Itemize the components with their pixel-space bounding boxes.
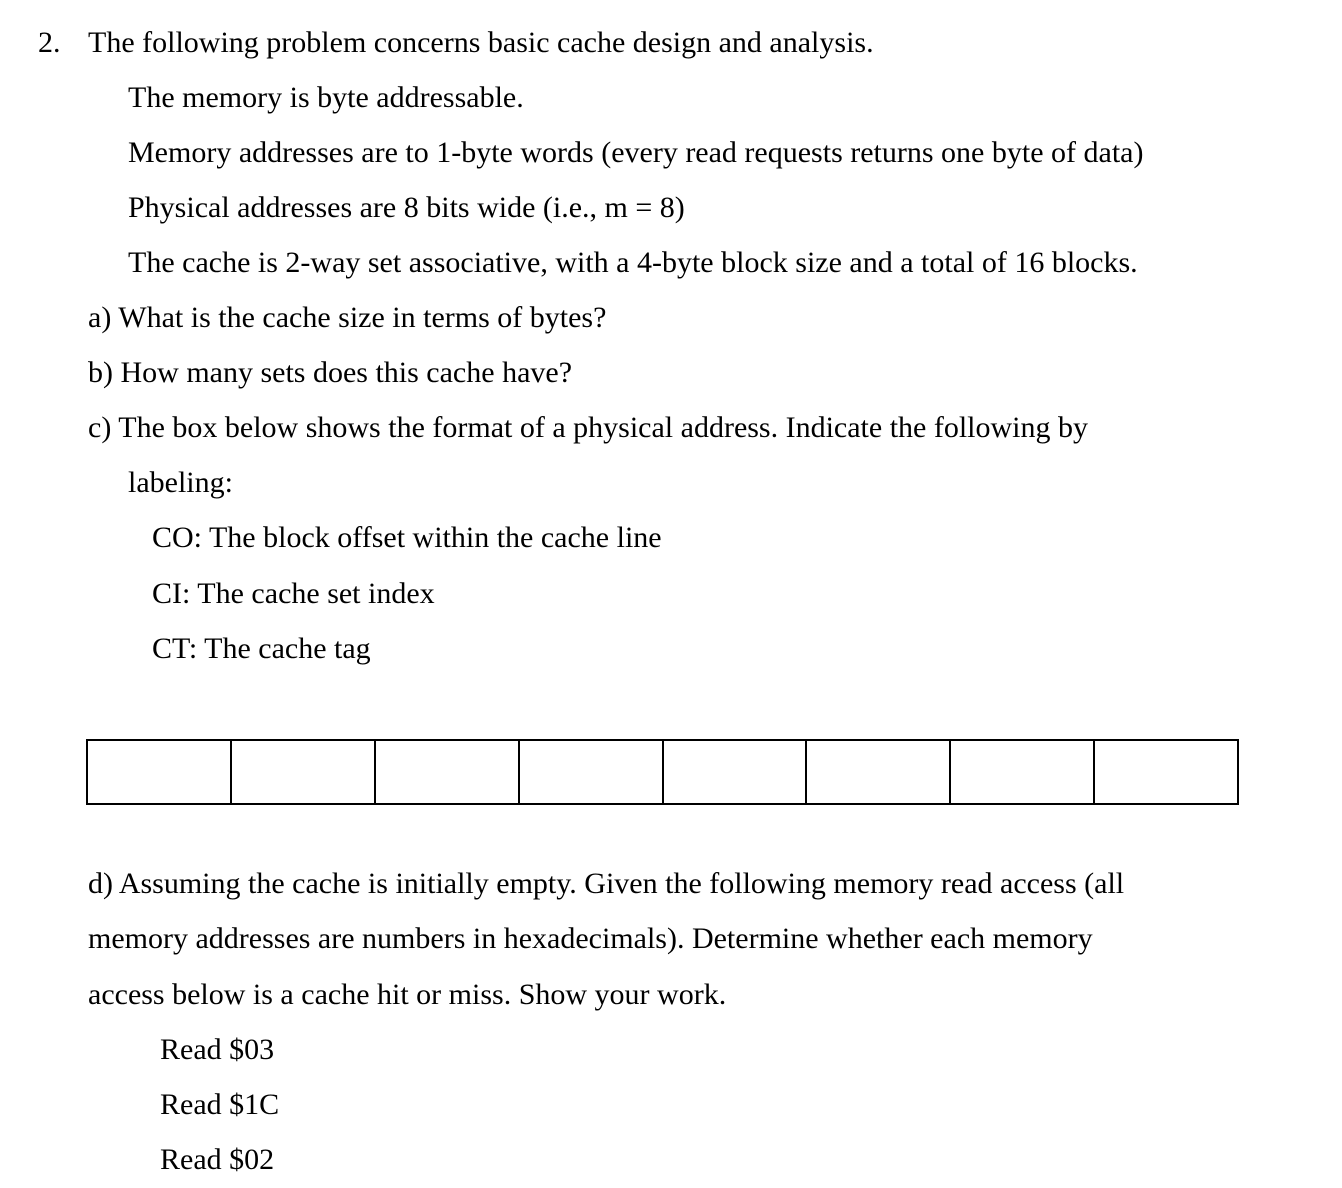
label-ci-definition: CI: The cache set index: [152, 577, 435, 610]
question-number: 2.: [38, 26, 61, 59]
part-d-question-line-3: access below is a cache hit or miss. Show your work.: [88, 978, 727, 1011]
part-d-question-line-1: d) Assuming the cache is initially empty. Given the following memory read access (all: [88, 867, 1125, 900]
label-co-definition: CO: The block offset within the cache line: [152, 521, 662, 554]
address-bit-cell[interactable]: [664, 741, 808, 803]
physical-address-format-box: [86, 739, 1239, 805]
address-bit-cell[interactable]: [1095, 741, 1237, 803]
label-ct-definition: CT: The cache tag: [152, 632, 371, 665]
part-b-question: b) How many sets does this cache have?: [88, 356, 573, 389]
part-c-question: c) The box below shows the format of a physical address. Indicate the following by: [88, 411, 1089, 444]
question-title: The following problem concerns basic cache design and analysis.: [88, 26, 874, 59]
address-bit-cell[interactable]: [232, 741, 376, 803]
part-c-question-continued: labeling:: [128, 466, 233, 499]
address-bit-cell[interactable]: [520, 741, 664, 803]
read-access-3: Read $02: [160, 1143, 275, 1176]
address-bit-cell[interactable]: [88, 741, 232, 803]
address-bit-cell[interactable]: [951, 741, 1095, 803]
address-bit-cell[interactable]: [807, 741, 951, 803]
given-cache-config: The cache is 2-way set associative, with a 4-byte block size and a total of 16 blocks.: [128, 246, 1138, 279]
read-access-1: Read $03: [160, 1033, 275, 1066]
given-word-size: Memory addresses are to 1-byte words (every read requests returns one byte of data): [128, 136, 1144, 169]
address-bit-cell[interactable]: [376, 741, 520, 803]
given-address-width: Physical addresses are 8 bits wide (i.e., m = 8): [128, 191, 685, 224]
read-access-2: Read $1C: [160, 1088, 280, 1121]
given-byte-addressable: The memory is byte addressable.: [128, 81, 524, 114]
part-d-question-line-2: memory addresses are numbers in hexadecimals). Determine whether each memory: [88, 922, 1093, 955]
part-a-question: a) What is the cache size in terms of bytes?: [88, 301, 607, 334]
